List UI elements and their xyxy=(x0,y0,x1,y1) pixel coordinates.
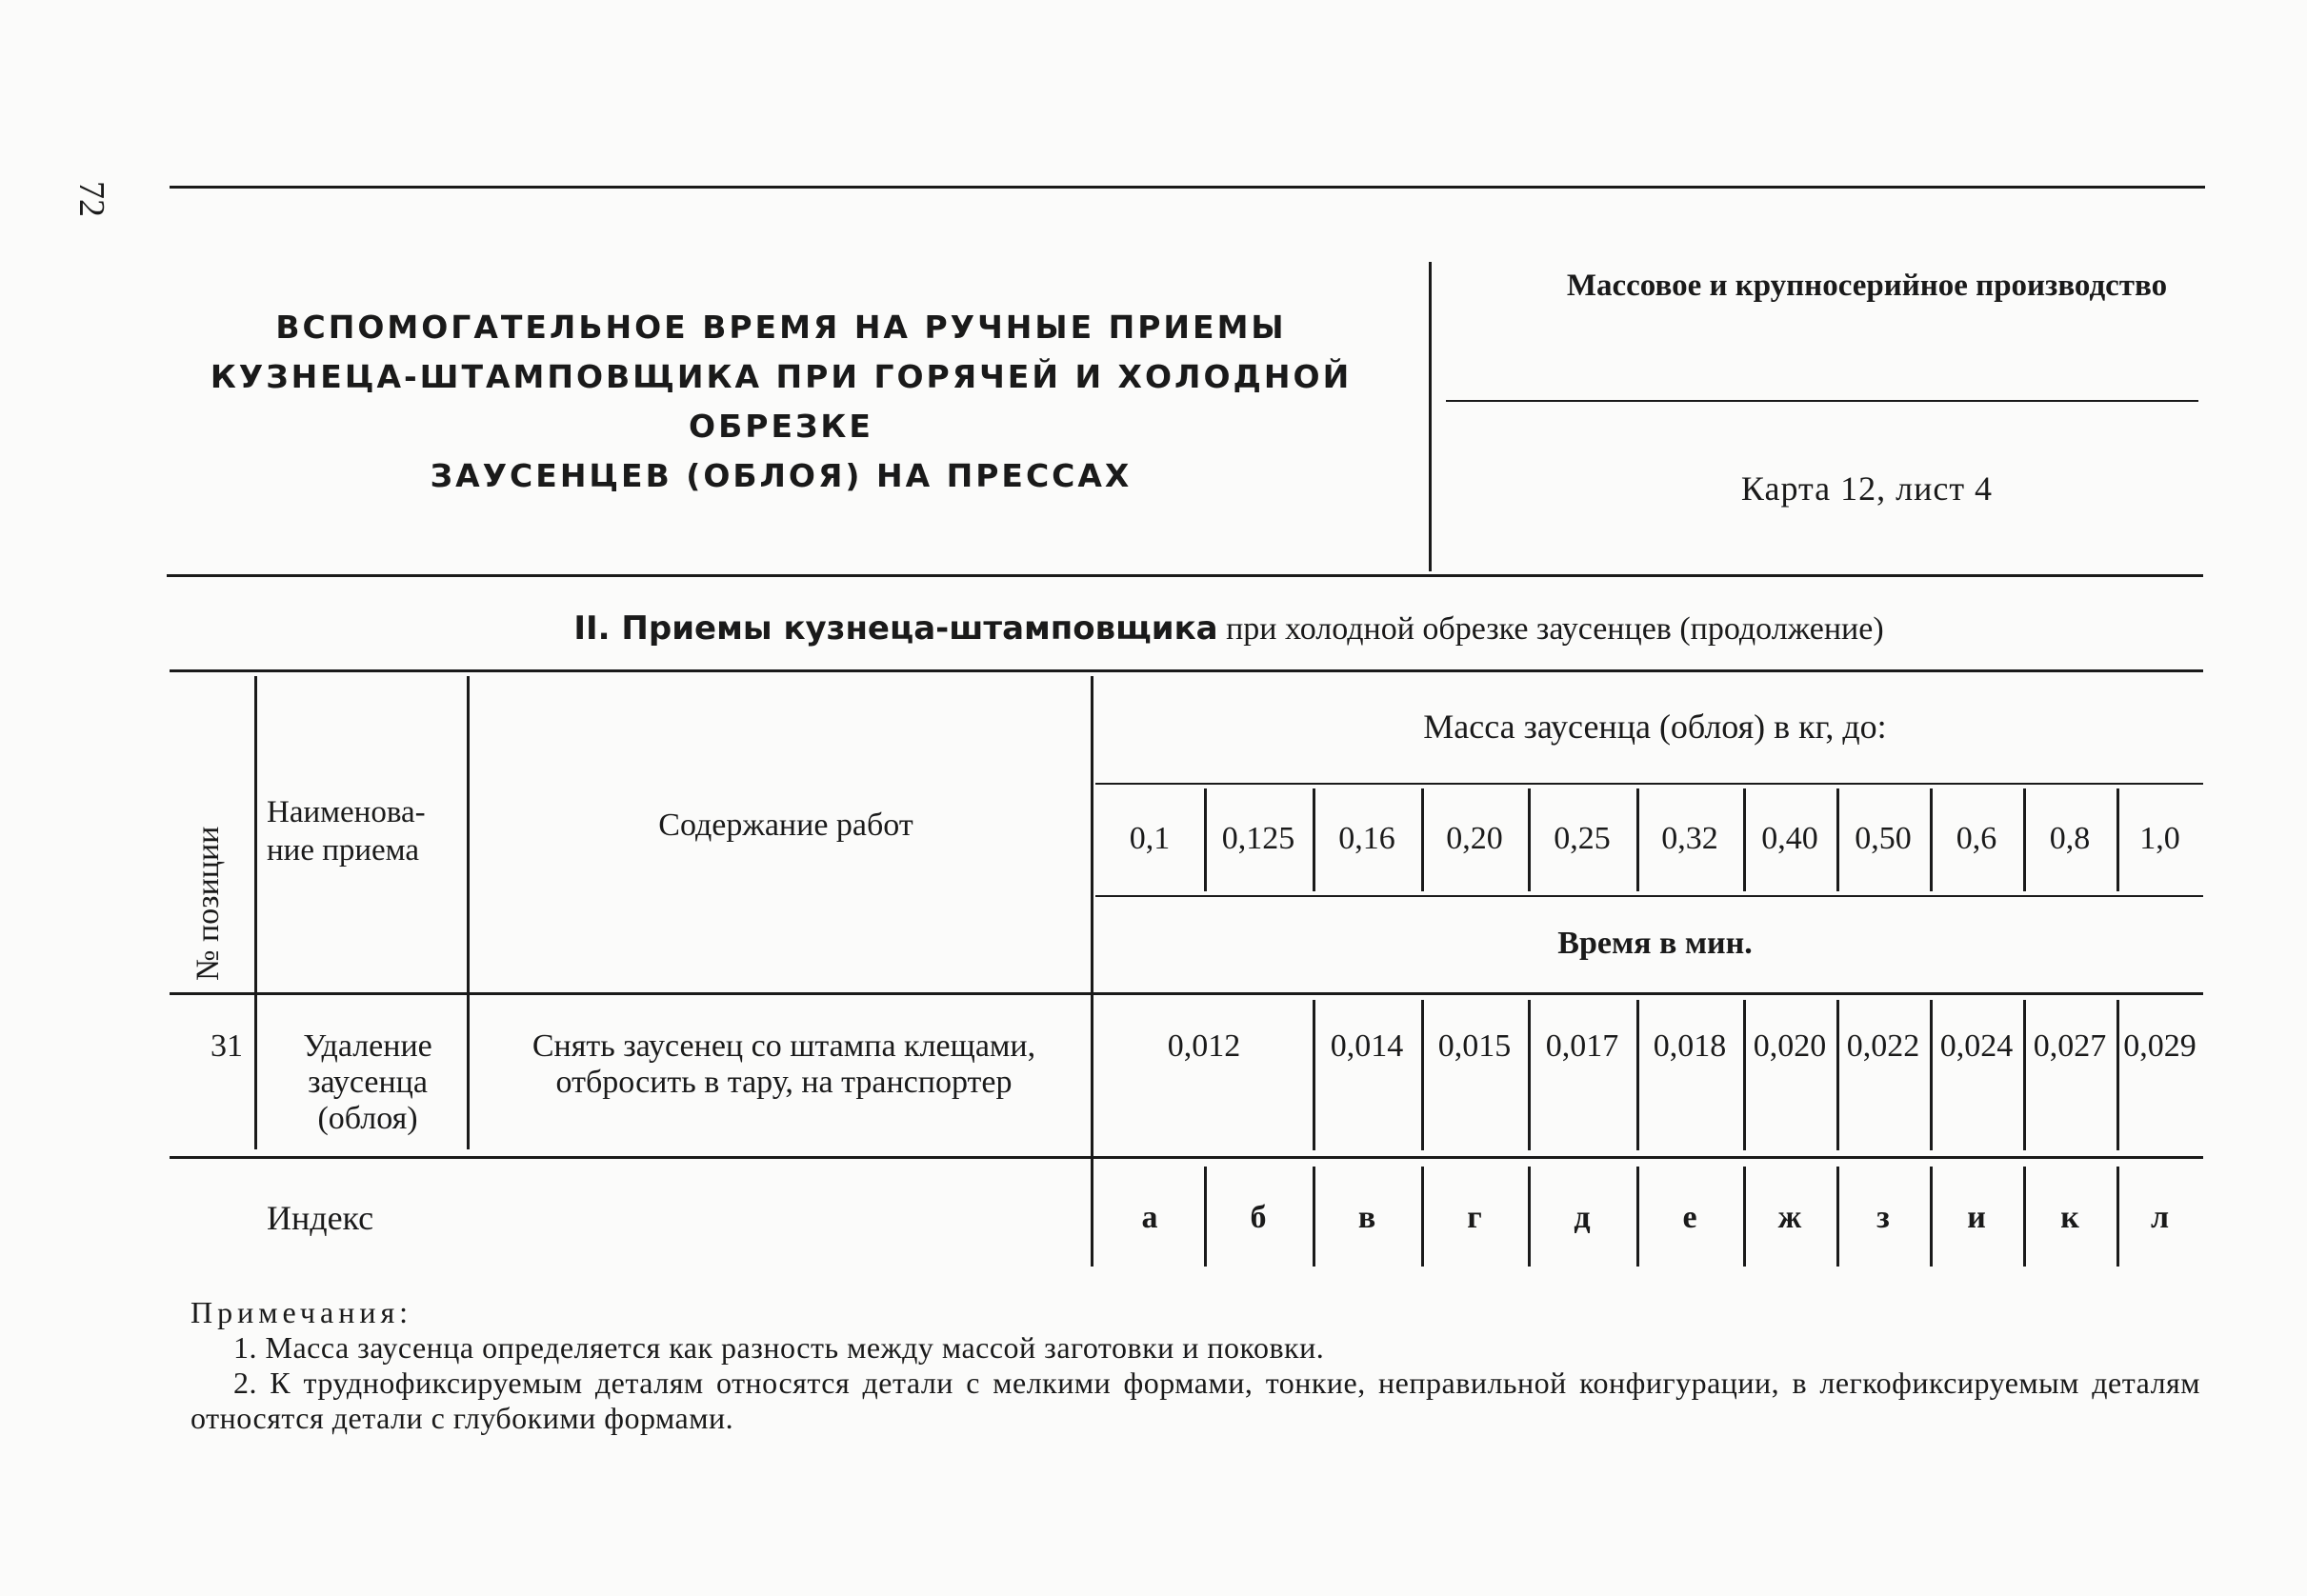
time-col-rule-8 xyxy=(1930,1000,1933,1150)
header-divider xyxy=(1429,262,1432,571)
mass-value-cell: 0,6 xyxy=(1956,821,1997,856)
row-operation-name xyxy=(263,1028,472,1137)
row-work-content-l1: Снять заусенец со штампа клещами, xyxy=(532,1028,1036,1064)
row-operation-name-l3: (облоя) xyxy=(317,1101,418,1136)
time-value-cell: 0,024 xyxy=(1939,1028,2014,1064)
position-number-header: № позиции xyxy=(191,826,226,981)
index-letter-cell: л xyxy=(2150,1200,2170,1235)
header-right-rule xyxy=(1446,400,2198,402)
index-letter-cell: ж xyxy=(1777,1200,1802,1235)
time-col-rule-6 xyxy=(1743,1000,1746,1150)
time-value-cell: 0,020 xyxy=(1753,1028,1827,1064)
index-letter-cell: и xyxy=(1967,1200,1986,1235)
operation-name-header-l1: Наименова- xyxy=(267,795,426,829)
mass-value-cell: 0,8 xyxy=(2049,821,2091,856)
time-col-rule-5 xyxy=(1636,1000,1639,1150)
page-number: 72 xyxy=(71,181,111,217)
production-type: Массовое и крупносерийное производство xyxy=(1566,269,2168,303)
time-col-rule-2 xyxy=(1313,1000,1315,1150)
time-value-cell: 0,018 xyxy=(1653,1028,1727,1064)
time-value-cell-merged: 0,012 xyxy=(1167,1028,1241,1064)
table-top-rule xyxy=(170,669,2203,672)
section-title-bold: II. Приемы кузнеца-штамповщика xyxy=(573,609,1218,648)
time-value-cell: 0,029 xyxy=(2123,1028,2197,1064)
mass-value-cell: 0,16 xyxy=(1338,821,1395,856)
row-operation-name-l2: заусенца xyxy=(308,1065,428,1100)
time-col-rule-10 xyxy=(2116,1000,2119,1150)
section-title-rest: при холодной обрезке заусенцев (продолжение) xyxy=(1226,611,1884,647)
mass-value-cell: 0,125 xyxy=(1221,821,1295,856)
mass-value-cell: 0,50 xyxy=(1855,821,1912,856)
index-label: Индекс xyxy=(267,1199,374,1237)
mass-values-rule xyxy=(1095,895,2203,897)
mass-header-rule xyxy=(1095,783,2203,785)
section-title xyxy=(171,609,2286,648)
mass-value-cell: 1,0 xyxy=(2139,821,2180,856)
operation-name-header xyxy=(267,793,467,869)
title-line-1: ВСПОМОГАТЕЛЬНОЕ ВРЕМЯ НА РУЧНЫЕ ПРИЕМЫ xyxy=(275,309,1287,346)
index-letter-cell: д xyxy=(1574,1200,1591,1235)
row-work-content xyxy=(474,1028,1093,1101)
mass-value-cell: 0,40 xyxy=(1761,821,1818,856)
row-operation-name-l1: Удаление xyxy=(303,1028,432,1064)
work-content-header: Содержание работ xyxy=(658,808,913,843)
table-row-bottom-rule xyxy=(170,1156,2203,1159)
time-col-rule-3 xyxy=(1421,1000,1424,1150)
note-1: 1. Масса заусенца определяется как разность между массой заготовки и поковки. xyxy=(233,1330,1325,1365)
mass-value-cell: 0,32 xyxy=(1661,821,1718,856)
title-line-2: КУЗНЕЦА-ШТАМПОВЩИКА ПРИ ГОРЯЧЕЙ И ХОЛОДНОЙ ОБРЕЗКЕ xyxy=(210,358,1353,445)
time-col-rule-4 xyxy=(1528,1000,1531,1150)
table-header-bottom-rule xyxy=(170,992,2203,995)
index-letter-cell: з xyxy=(1876,1200,1890,1235)
row-work-content-l2: отбросить в тару, на транспортер xyxy=(555,1065,1013,1100)
time-col-rule-7 xyxy=(1836,1000,1839,1150)
index-letter-cell: г xyxy=(1467,1200,1482,1235)
mass-value-cell: 0,1 xyxy=(1129,821,1171,856)
note-2: 2. К труднофиксируемым деталям относятся детали с мелкими формами, тонкие, неправильной конфигурации, в легкофиксируемым деталям относятся детали с глубокими формами. xyxy=(191,1366,2200,1435)
mass-value-cell: 0,25 xyxy=(1554,821,1611,856)
time-value-cell: 0,017 xyxy=(1545,1028,1619,1064)
index-letter-cell: а xyxy=(1141,1200,1158,1235)
title-line-3: ЗАУСЕНЦЕВ (ОБЛОЯ) НА ПРЕССАХ xyxy=(430,457,1133,494)
time-value-cell: 0,022 xyxy=(1846,1028,1920,1064)
notes xyxy=(191,1295,2200,1436)
row-position-number: 31 xyxy=(211,1028,243,1064)
card-reference: Карта 12, лист 4 xyxy=(1740,469,1994,508)
header-bottom-rule xyxy=(167,574,2203,577)
time-value-cell: 0,015 xyxy=(1437,1028,1512,1064)
time-header: Время в мин. xyxy=(1557,926,1753,961)
top-rule xyxy=(170,186,2205,189)
mass-value-cell: 0,20 xyxy=(1446,821,1503,856)
index-letter-cell: в xyxy=(1357,1200,1376,1235)
operation-name-header-l2: ние приема xyxy=(267,833,419,868)
time-col-rule-9 xyxy=(2023,1000,2026,1150)
index-letter-cell: е xyxy=(1682,1200,1697,1235)
index-letter-cell: к xyxy=(2060,1200,2079,1235)
time-value-cell: 0,014 xyxy=(1330,1028,1404,1064)
col-rule-1 xyxy=(254,676,257,1149)
notes-heading: Примечания: xyxy=(191,1295,413,1329)
col-rule-3 xyxy=(1091,676,1093,1267)
document-title xyxy=(152,303,1410,501)
mass-header: Масса заусенца (облоя) в кг, до: xyxy=(1423,708,1887,746)
index-letter-cell: б xyxy=(1250,1200,1267,1235)
time-value-cell: 0,027 xyxy=(2033,1028,2107,1064)
